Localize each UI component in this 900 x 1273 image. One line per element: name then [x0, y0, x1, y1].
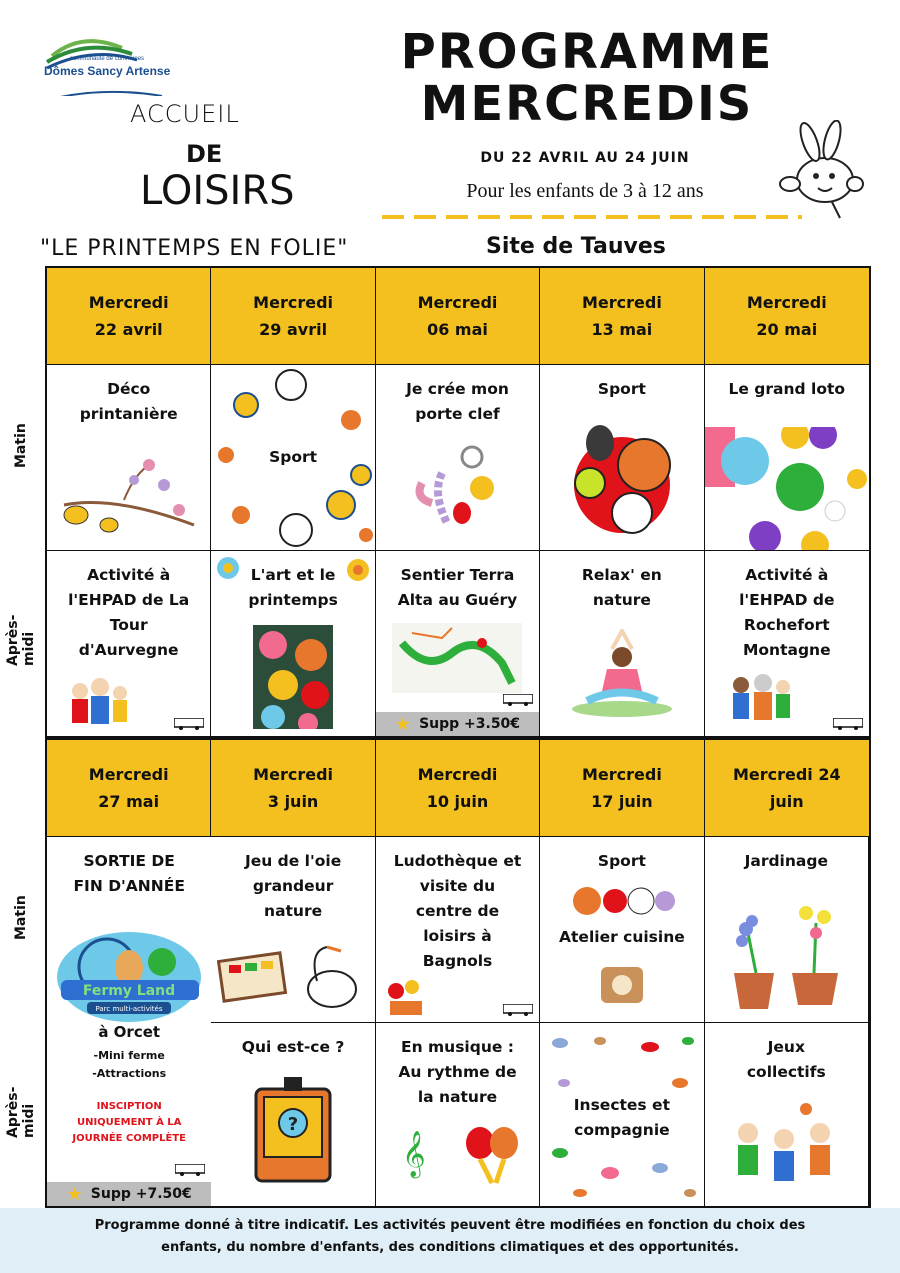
activity-label: L'art et le printemps	[248, 566, 338, 609]
activity-cell	[540, 1023, 704, 1206]
day-header: Mercredi 10 juin	[376, 740, 540, 837]
site-name: Site de Tauves	[486, 234, 666, 259]
activity-label: SORTIE DE FIN D'ANNÉE	[73, 852, 185, 895]
supplement-price: Supp +7.50€	[90, 1186, 192, 1202]
activity-cell	[540, 837, 704, 1023]
bus-icon	[174, 718, 204, 730]
trail-map-icon	[392, 623, 522, 693]
activity-label: Sport	[597, 852, 646, 870]
fermy-land-name: Fermy Land	[82, 983, 176, 999]
activity-label: Insectes et compagnie	[573, 1096, 670, 1139]
activity-cell	[47, 365, 211, 551]
activity-label: Activité à l'EHPAD de La Tour d'Aurvegne	[68, 566, 190, 659]
activity-label: Le grand loto	[728, 380, 846, 398]
registration-note: INSCIPTION UNIQUEMENT À LA JOURNÉE COMPLÈTE	[72, 1101, 186, 1144]
fermy-land-tagline: Parc multi-activités	[95, 1005, 163, 1013]
supplement-badge	[376, 712, 539, 736]
activity-label: Jeu de l'oie grandeur nature	[244, 852, 342, 920]
activity-cell	[211, 551, 375, 736]
date-range: DU 22 AVRIL AU 24 JUIN	[480, 150, 690, 166]
activity-cell	[376, 365, 540, 551]
activity-label: Ludothèque et visite du centre de loisirs à Bagnols	[393, 852, 522, 970]
activity-cell	[705, 837, 869, 1023]
page-title: PROGRAMME MERCREDIS	[400, 24, 774, 132]
activity-label: Sport	[269, 448, 318, 466]
day-header: Mercredi 27 mai	[47, 740, 211, 837]
day-header: Mercredi 20 mai	[705, 268, 869, 365]
de-text: DE	[186, 140, 223, 168]
day-header: Mercredi 29 avril	[211, 268, 375, 365]
loisirs-text: LOISIRS	[140, 168, 295, 214]
keychain-icon	[402, 443, 512, 538]
activity-label: Sentier Terra Alta au Guéry	[397, 566, 518, 609]
supplement-badge	[47, 1182, 211, 1206]
activity-cell	[705, 1023, 869, 1206]
activity-label-extra: Atelier cuisine	[559, 928, 685, 946]
logo-name: Dômes Sancy Artense	[44, 64, 171, 78]
day-header: Mercredi 24 juin	[705, 740, 869, 837]
lotto-balls-icon	[705, 427, 869, 551]
star-icon: ★	[394, 713, 412, 735]
bus-icon	[503, 694, 533, 706]
activity-label: Relax' en nature	[581, 566, 662, 609]
rabbit-icon	[770, 120, 865, 220]
accueil-text: ACCUEIL	[130, 100, 240, 128]
children-playing-icon	[726, 1103, 846, 1197]
activity-cell	[376, 1023, 540, 1206]
activity-cell	[211, 837, 375, 1023]
blossom-branch-icon	[54, 435, 204, 545]
activity-cell	[211, 1023, 375, 1206]
dashed-underline	[382, 212, 802, 222]
schedule-block-2	[45, 738, 871, 1208]
day-header: Mercredi 13 mai	[540, 268, 704, 365]
bus-icon	[503, 1004, 533, 1016]
cooking-bowl-icon	[597, 957, 647, 1007]
activity-label: Sport	[597, 380, 646, 398]
toys-icon	[382, 977, 432, 1017]
goose-game-icon	[217, 941, 367, 1017]
yoga-person-icon	[562, 629, 682, 719]
maracas-music-icon	[392, 1123, 522, 1187]
family-group-icon	[65, 677, 135, 727]
activity-cell	[705, 365, 869, 551]
activity-cell	[376, 837, 540, 1023]
activity-label: Jeux collectifs	[746, 1038, 826, 1081]
footer-disclaimer: Programme donné à titre indicatif. Les activités peuvent être modifiées en fonction du choix des enfants, du nombre d'enfants, des conditions climatiques et des opportunités.	[0, 1208, 900, 1273]
potted-flowers-icon	[726, 893, 846, 1013]
side-label-afternoon-2: Après-midi	[5, 1086, 37, 1138]
elderly-group-icon	[727, 673, 797, 729]
activity-cell	[47, 551, 211, 736]
outing-features: -Mini ferme -Attractions	[92, 1049, 167, 1080]
activity-cell-outing	[47, 837, 211, 1206]
activity-label: En musique : Au rythme de la nature	[398, 1038, 517, 1106]
activity-label: Jardinage	[744, 852, 828, 870]
schedule-block-1	[45, 266, 871, 738]
activity-cell	[705, 551, 869, 736]
svg-text:?: ?	[287, 1114, 299, 1135]
activity-cell	[540, 551, 704, 736]
activity-cell	[211, 365, 375, 551]
activity-label: Qui est-ce ?	[241, 1038, 345, 1056]
age-range: Pour les enfants de 3 à 12 ans	[466, 180, 704, 202]
day-header: Mercredi 3 juin	[211, 740, 375, 837]
flower-icon	[345, 557, 371, 583]
activity-label: Déco printanière	[79, 380, 178, 423]
bus-icon	[175, 1164, 205, 1176]
day-header: Mercredi 17 juin	[540, 740, 704, 837]
outing-location: à Orcet	[98, 1023, 161, 1041]
activity-label: Activité à l'EHPAD de Rochefort Montagne	[739, 566, 835, 659]
side-label-morning-1: Matin	[13, 423, 29, 468]
fermy-land-logo	[57, 922, 202, 1022]
supplement-price: Supp +3.50€	[419, 716, 521, 732]
sport-items-icon	[567, 883, 677, 919]
star-icon: ★	[66, 1183, 83, 1205]
activity-cell	[376, 551, 540, 736]
day-header: Mercredi 22 avril	[47, 268, 211, 365]
day-header: Mercredi 06 mai	[376, 268, 540, 365]
logo-subtitle: communauté de communes	[70, 56, 145, 62]
flower-painting-icon	[253, 625, 333, 729]
side-label-afternoon-1: Après-midi	[5, 614, 37, 666]
sports-equipment-icon	[562, 423, 682, 538]
svg-text:𝄞: 𝄞	[402, 1131, 427, 1177]
bus-icon	[833, 718, 863, 730]
side-label-morning-2: Matin	[13, 895, 29, 940]
activity-cell	[540, 365, 704, 551]
activity-label: Je crée mon porte clef	[406, 380, 509, 423]
guess-who-card-icon	[248, 1075, 338, 1185]
flower-icon	[215, 555, 241, 581]
theme-title: "LE PRINTEMPS EN FOLIE"	[40, 236, 349, 261]
